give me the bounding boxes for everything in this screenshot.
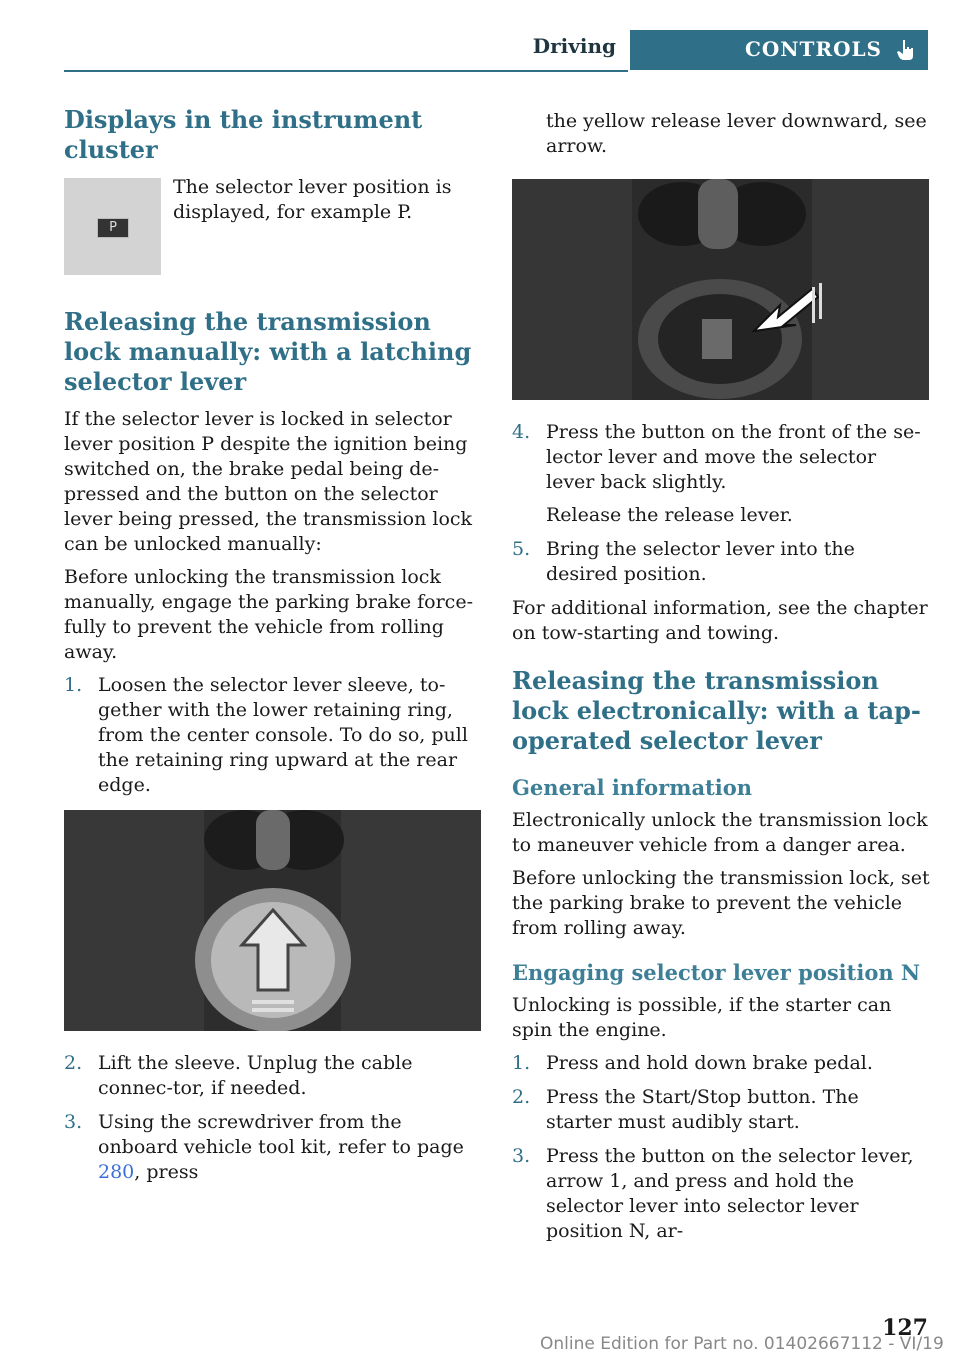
- paragraph-before-unlocking: Before unlocking the transmission lock manually, engage the parking brake force-fully to prevent the vehicle from rolling away.: [64, 566, 473, 663]
- step-number: 3.: [64, 1111, 83, 1133]
- step3-continuation: the yellow release lever downward, see arrow.: [546, 110, 927, 157]
- step-item: [64, 673, 482, 798]
- chapter-title: CONTROLS: [744, 37, 882, 61]
- step-text-a: Using the screwdriver from the onboard vehicle tool kit, refer to page: [98, 1111, 464, 1158]
- step-number: 1.: [512, 1052, 531, 1074]
- steps-list-right: [512, 420, 930, 587]
- step-item: [512, 1144, 930, 1244]
- step-number: 1.: [64, 674, 83, 696]
- step-item: [512, 537, 930, 587]
- chapter-tab: [630, 30, 928, 70]
- selector-sleeve-photo: [64, 810, 481, 1031]
- header-rule: [64, 70, 628, 72]
- hand-pointer-icon: [894, 38, 916, 62]
- subheading-position-n: Engaging selector lever position N: [512, 960, 921, 985]
- step-number: 4.: [512, 421, 531, 443]
- step-item: [512, 1051, 930, 1076]
- display-block: [64, 175, 482, 287]
- paragraph-general-1: Electronically unlock the transmission lock to maneuver vehicle from a danger area.: [512, 809, 928, 856]
- paragraph-locked: If the selector lever is locked in selector lever position P despite the ignition being switched on, the brake pedal being de-pressed and the button on the selector lever being pressed, the transmission lock can be unlocked manually:: [64, 408, 473, 555]
- steps-list-left-continued: [64, 1051, 482, 1185]
- edition-footer: Online Edition for Part no. 01402667112 - VI/19: [540, 1334, 944, 1354]
- page-header: [64, 30, 928, 72]
- step-number: 2.: [64, 1052, 83, 1074]
- gear-p-symbol: P: [97, 218, 129, 238]
- step-item: [64, 1051, 482, 1101]
- paragraph-general-2: Before unlocking the transmission lock, set the parking brake to prevent the vehicle from rolling away.: [512, 867, 930, 939]
- paragraph-position-n: Unlocking is possible, if the starter can spin the engine.: [512, 994, 892, 1041]
- heading-manual-release: Releasing the transmission lock manually: with a latching selector lever: [64, 307, 472, 396]
- steps-list-left: [64, 673, 482, 798]
- heading-electronic-release: Releasing the transmission lock electronically: with a tap-operated selector lever: [512, 666, 921, 755]
- cluster-display-image: [64, 178, 161, 275]
- paragraph-tow: For additional information, see the chapter on tow-starting and towing.: [512, 597, 928, 644]
- step-text: Press the button on the selector lever, arrow 1, and press and hold the selector lever into selector lever position N, ar-: [546, 1145, 914, 1242]
- steps-list-n: [512, 1051, 930, 1244]
- right-column: [512, 105, 930, 1253]
- step-text: Bring the selector lever into the desired position.: [546, 538, 855, 585]
- step-number: 2.: [512, 1086, 531, 1108]
- step-number: 3.: [512, 1145, 531, 1167]
- step-item: [512, 420, 930, 528]
- release-lever-photo: [512, 179, 929, 400]
- step-text: Press and hold down brake pedal.: [546, 1052, 873, 1074]
- step-text: [98, 1111, 464, 1183]
- step-item: [512, 1085, 930, 1135]
- step-text-b: , press: [134, 1161, 199, 1183]
- step-text: Press the button on the front of the se-lector lever and move the selector lever back slightly.: [546, 421, 921, 493]
- step-item: [64, 1110, 482, 1185]
- page-number: 127: [882, 1315, 928, 1341]
- step-text: Loosen the selector lever sleeve, to-gether with the lower retaining ring, from the center console. To do so, pull the retaining ring upward at the rear edge.: [98, 674, 468, 796]
- display-description: The selector lever position is displayed, for example P.: [173, 176, 452, 223]
- step-text: Press the Start/Stop button. The starter must audibly start.: [546, 1086, 859, 1133]
- step-text: Lift the sleeve. Unplug the cable connec-tor, if needed.: [98, 1052, 413, 1099]
- section-title: Driving: [532, 34, 616, 58]
- subheading-general: General information: [512, 775, 753, 800]
- step-subtext: Release the release lever.: [546, 504, 793, 526]
- page-reference-link[interactable]: 280: [98, 1161, 135, 1183]
- left-column: [64, 105, 482, 1194]
- heading-displays: Displays in the instrument cluster: [64, 105, 423, 164]
- step-number: 5.: [512, 538, 531, 560]
